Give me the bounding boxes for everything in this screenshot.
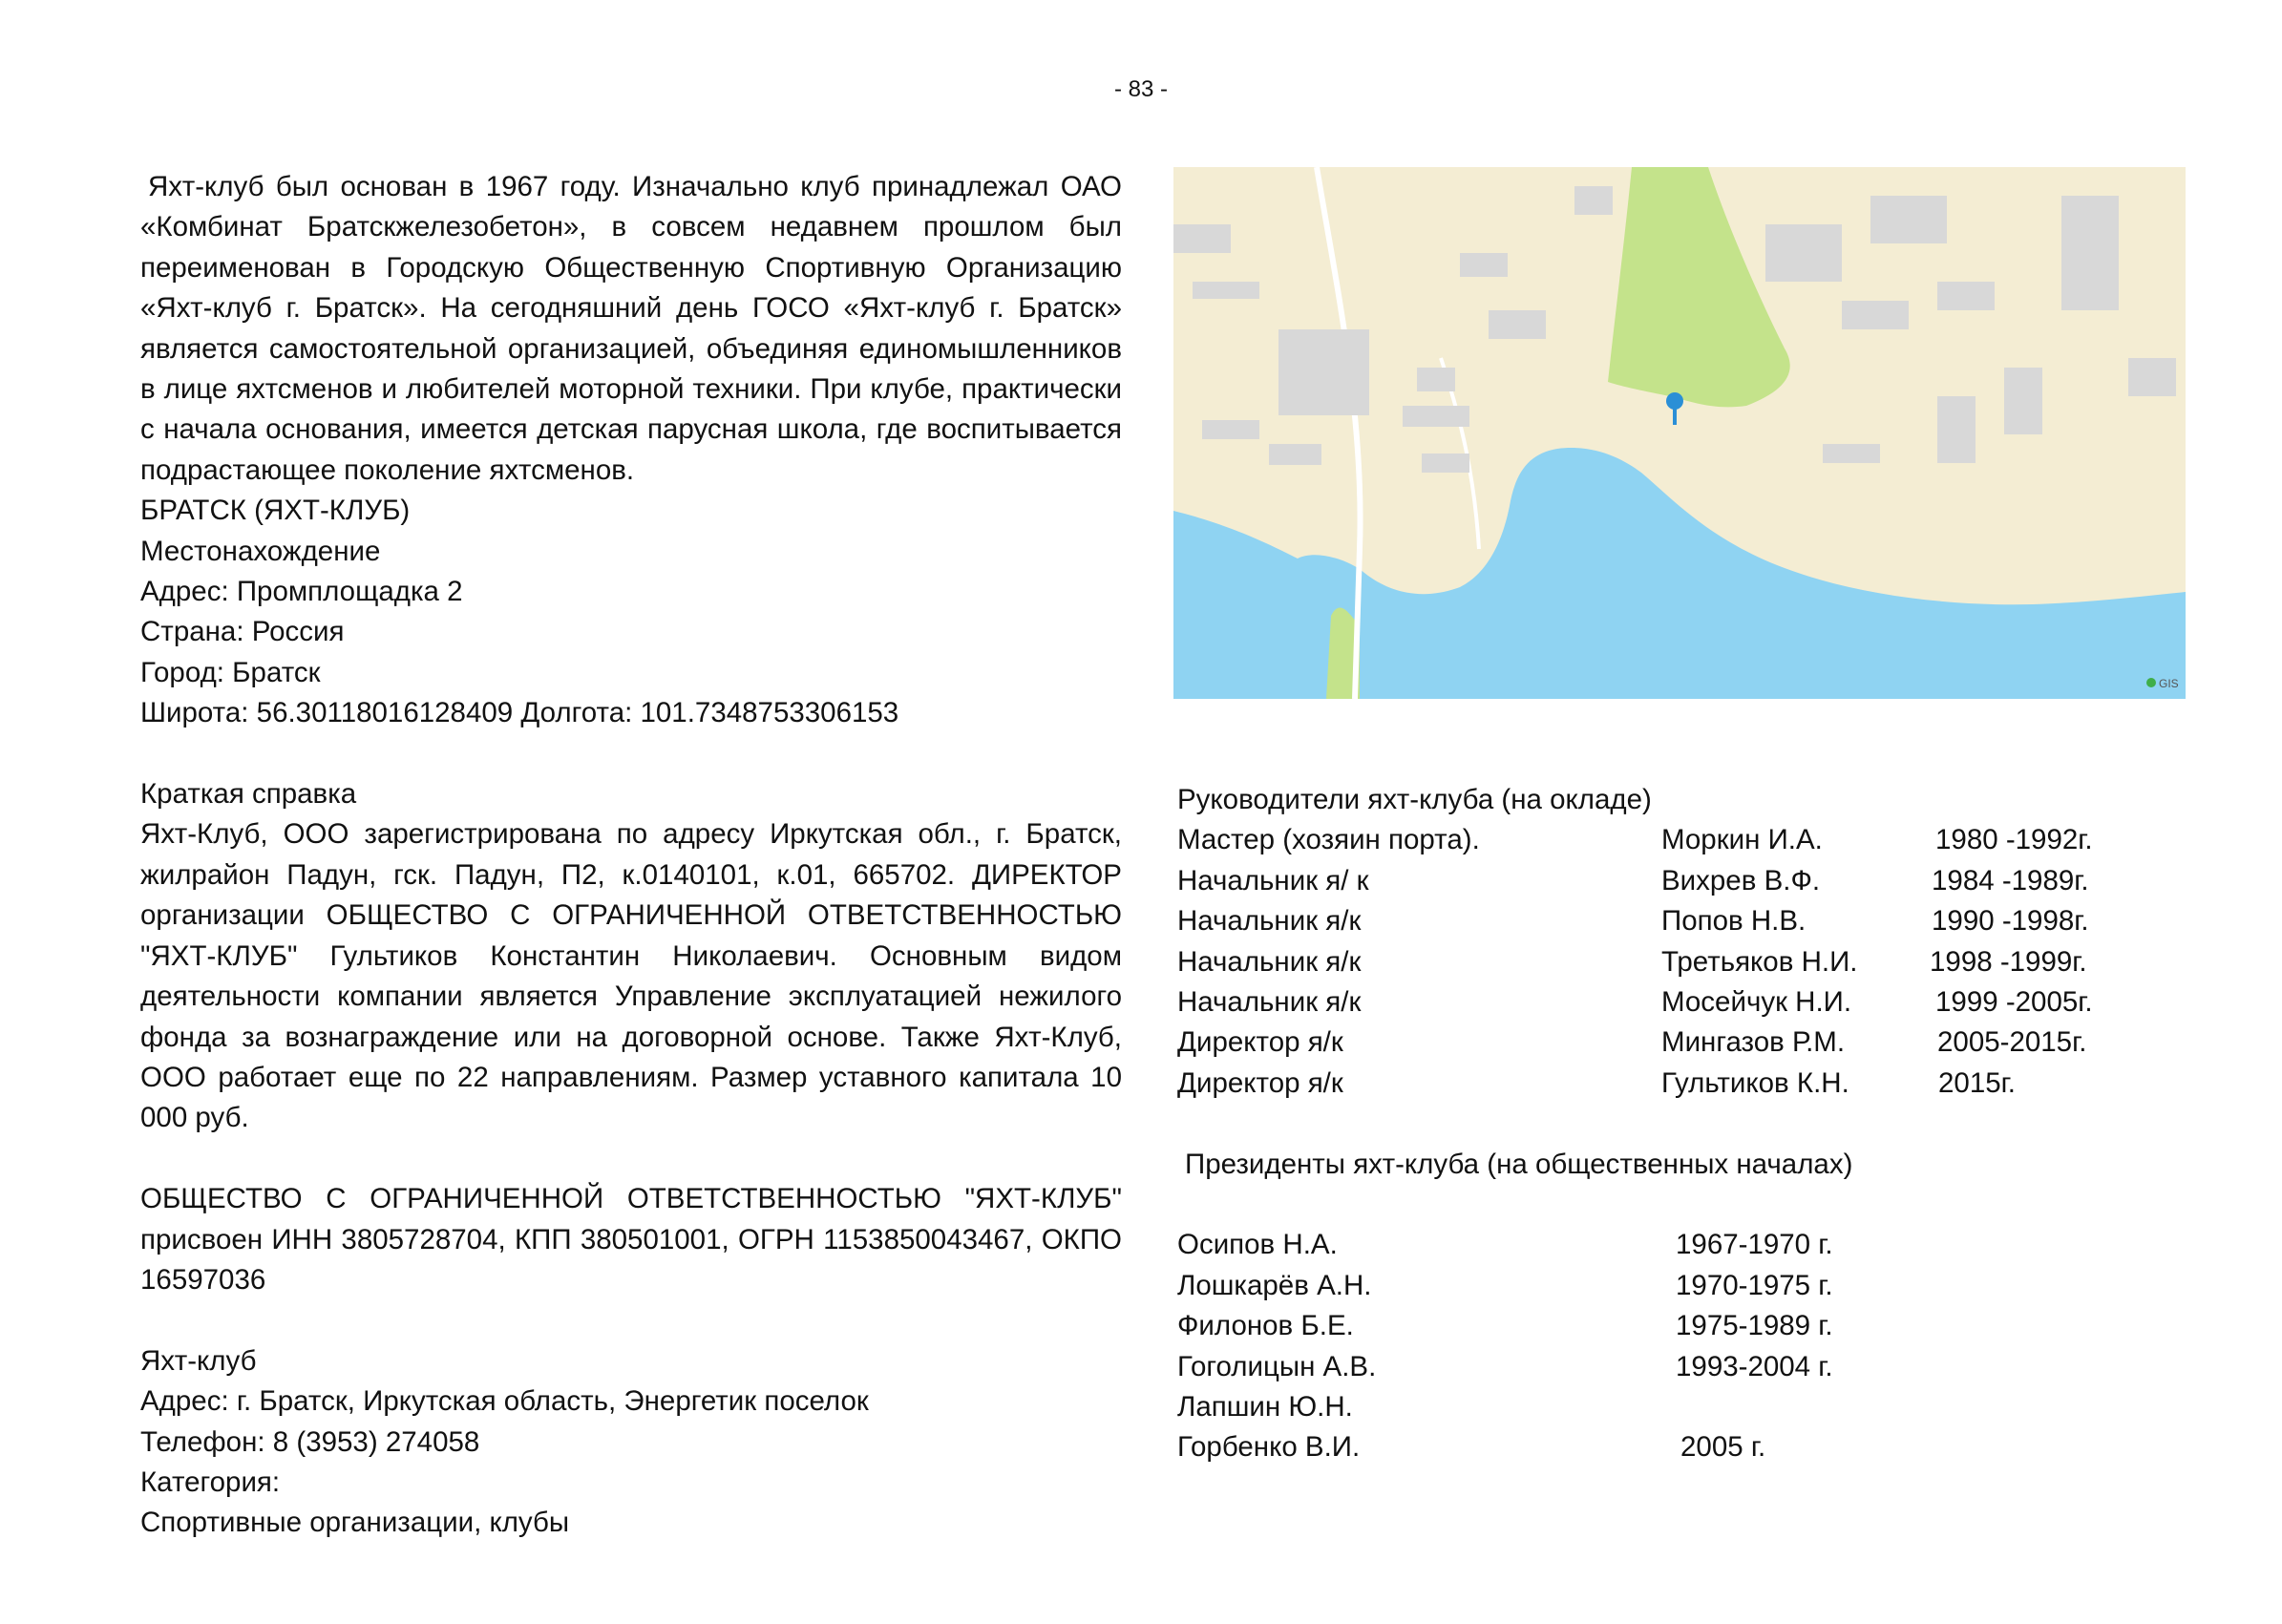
table-row <box>1177 1266 2161 1306</box>
presidents-heading: Президенты яхт-клуба (на общественных началах) <box>1185 1148 1853 1180</box>
contact-name: Яхт-клуб <box>140 1344 257 1377</box>
left-column <box>140 167 1122 1544</box>
leader-position: Начальник я/ к <box>1177 864 1369 896</box>
table-row <box>1177 861 2161 901</box>
table-row <box>1177 1347 2161 1387</box>
contact-category: Спортивные организации, клубы <box>140 1507 570 1539</box>
table-row <box>1177 1387 2161 1427</box>
location-map <box>1173 167 2186 699</box>
contact-category-label: Категория: <box>140 1466 281 1498</box>
table-row <box>1177 1023 2161 1063</box>
leader-name: Третьяков Н.И. <box>1661 945 1858 978</box>
president-name: Лошкарёв А.Н. <box>1177 1269 1372 1301</box>
leader-name: Вихрев В.Ф. <box>1661 864 1821 896</box>
location-country: Страна: Россия <box>140 616 345 648</box>
intro-paragraph: Яхт-клуб был основан в 1967 году. Изначально клуб принадлежал ОАО «Комбинат Братскжелезобетон», в совсем недавнем прошлом был переименован в Городскую Общественную Спортивную Организацию «Яхт-клуб г. Братск». На сегодняшний день ГОСО «Яхт-клуб г. Братск» является самостоятельной организацией, объединяя единомышленников в лице яхтсменов и любителей моторной техники. При клубе, практически с начала основания, имеется детская парусная школа, где воспитывается подрастающее поколение яхтсменов. <box>140 171 1122 486</box>
leader-name: Попов Н.В. <box>1661 905 1807 938</box>
leader-years: 1999 -2005г. <box>1935 985 2093 1018</box>
leader-name: Гультиков К.Н. <box>1661 1066 1849 1099</box>
map-attribution: GIS <box>2159 677 2179 690</box>
leader-name: Мингазов Р.М. <box>1661 1026 1846 1059</box>
leader-years: 1990 -1998г. <box>1932 905 2089 938</box>
table-row <box>1177 1064 2161 1104</box>
leader-name: Моркин И.А. <box>1661 824 1823 856</box>
table-row <box>1177 1427 2161 1467</box>
table-row <box>1177 820 2161 860</box>
leader-years: 1984 -1989г. <box>1932 864 2089 896</box>
location-subheading: Местонахождение <box>140 535 381 567</box>
president-name: Гоголицын А.В. <box>1177 1350 1377 1382</box>
president-years: 1967-1970 г. <box>1676 1229 1833 1261</box>
president-years: 2005 г. <box>1680 1431 1766 1464</box>
table-row <box>1177 901 2161 941</box>
location-heading: БРАТСК (ЯХТ-КЛУБ) <box>140 495 411 527</box>
leader-years: 1998 -1999г. <box>1930 945 2087 978</box>
right-column <box>1177 780 2161 1468</box>
president-years: 1993-2004 г. <box>1676 1350 1833 1382</box>
contact-address: Адрес: г. Братск, Иркутская область, Энергетик поселок <box>140 1385 869 1418</box>
table-row <box>1177 1225 2161 1265</box>
leader-years: 2015г. <box>1938 1066 2016 1099</box>
table-row <box>1177 942 2161 982</box>
registry-text: ОБЩЕСТВО С ОГРАНИЧЕННОЙ ОТВЕТСТВЕННОСТЬЮ "ЯХТ-КЛУБ" присвоен ИНН 3805728704, КПП 380501001, ОГРН 1153850043467, ОКПО 16597036 <box>140 1183 1122 1296</box>
leader-position: Начальник я/к <box>1177 945 1362 978</box>
president-name: Филонов Б.Е. <box>1177 1310 1354 1342</box>
brief-heading: Краткая справка <box>140 778 357 811</box>
president-name: Осипов Н.А. <box>1177 1229 1338 1261</box>
table-row <box>1177 1306 2161 1346</box>
leader-years: 1980 -1992г. <box>1935 824 2093 856</box>
leader-position: Мастер (хозяин порта). <box>1177 824 1480 856</box>
leader-position: Начальник я/к <box>1177 985 1362 1018</box>
president-name: Лапшин Ю.Н. <box>1177 1390 1353 1423</box>
leader-position: Начальник я/к <box>1177 905 1362 938</box>
leader-name: Мосейчук Н.И. <box>1661 985 1852 1018</box>
table-row <box>1177 982 2161 1023</box>
leader-position: Директор я/к <box>1177 1026 1343 1059</box>
presidents-table <box>1177 1225 2161 1467</box>
president-name: Горбенко В.И. <box>1177 1431 1361 1464</box>
location-city: Город: Братск <box>140 656 321 688</box>
president-years: 1970-1975 г. <box>1676 1269 1833 1301</box>
brief-text: Яхт-Клуб, ООО зарегистрирована по адресу Иркутская обл., г. Братск, жилрайон Падун, гск. Падун, П2, к.0140101, к.01, 665702. ДИРЕКТОР организации ОБЩЕСТВО С ОГРАНИЧЕННОЙ ОТВЕТСТВЕННОСТЬЮ "ЯХТ-КЛУБ" Гультиков Константин Николаевич. Основным видом деятельности компании является Управление эксплуатацией нежилого фонда за вознаграждение или на договорной основе. Также Яхт-Клуб, ООО работает еще по 22 направлениям. Размер уставного капитала 10 000 руб. <box>140 818 1122 1134</box>
location-coords: Широта: 56.30118016128409 Долгота: 101.7348753306153 <box>140 697 899 729</box>
president-years: 1975-1989 г. <box>1676 1310 1833 1342</box>
leaders-table <box>1177 820 2161 1104</box>
leader-years: 2005-2015г. <box>1937 1026 2087 1059</box>
leaders-heading: Руководители яхт-клуба (на окладе) <box>1177 784 1652 815</box>
contact-phone: Телефон: 8 (3953) 274058 <box>140 1425 480 1458</box>
page-number: - 83 - <box>1113 76 1168 102</box>
location-address: Адрес: Промплощадка 2 <box>140 576 463 608</box>
leader-position: Директор я/к <box>1177 1066 1343 1099</box>
